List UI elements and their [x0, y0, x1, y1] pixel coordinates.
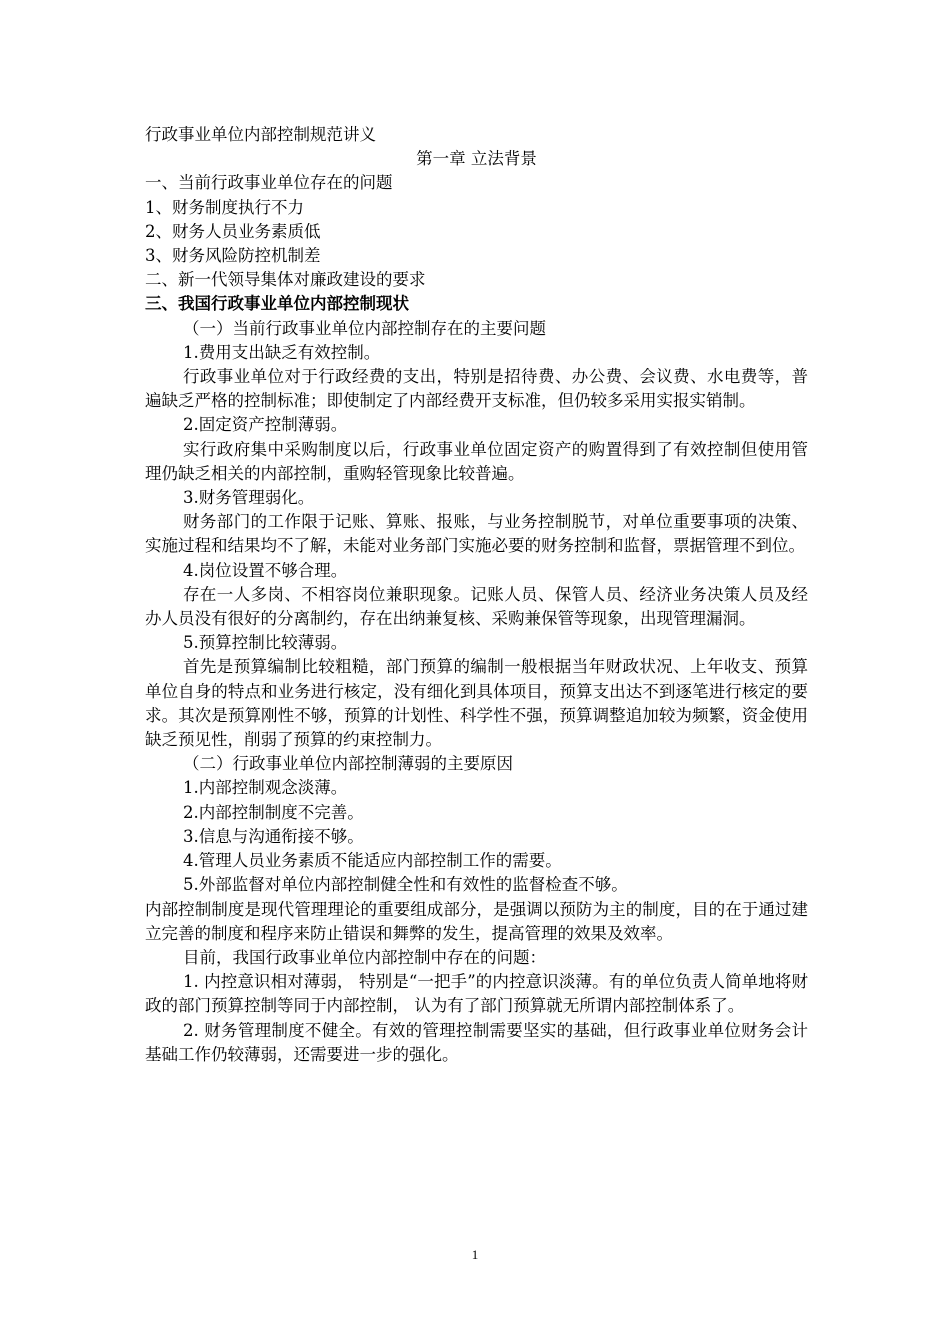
- problem-3-body: 财务部门的工作限于记账、算账、报账，与业务控制脱节，对单位重要事项的决策、实施过程和结果均不了解，未能对业务部门实施必要的财务控制和监督，票据管理不到位。: [145, 512, 808, 556]
- problem-4-body: 存在一人多岗、不相容岗位兼职现象。记账人员、保管人员、经济业务决策人员及经办人员没有很好的分离制约，存在出纳兼复核、采购兼保管等现象，出现管理漏洞。: [145, 584, 808, 629]
- reason-item: 3.信息与沟通衔接不够。: [183, 826, 364, 846]
- problem-4-title: 4.岗位设置不够合理。: [183, 560, 348, 580]
- section-1-heading: 一、当前行政事业单位存在的问题: [145, 173, 393, 193]
- subsection-1-heading: （一）当前行政事业单位内部控制存在的主要问题: [183, 318, 546, 338]
- reason-item: 2.内部控制制度不完善。: [183, 802, 364, 822]
- current-issues-intro: 目前，我国行政事业单位内部控制中存在的问题：: [183, 947, 546, 967]
- problem-3-title: 3.财务管理弱化。: [183, 488, 315, 508]
- section-1-item: 3、财务风险防控机制差: [145, 246, 321, 266]
- section-1-item: 1、财务制度执行不力: [145, 197, 304, 217]
- definition-paragraph: 内部控制制度是现代管理理论的重要组成部分，是强调以预防为主的制度，目的在于通过建立完善的制度和程序来防止错误和舞弊的发生，提高管理的效果及效率。: [145, 899, 808, 943]
- problem-2-title: 2.固定资产控制薄弱。: [183, 415, 348, 435]
- document-title: 行政事业单位内部控制规范讲义: [145, 125, 376, 144]
- section-2-heading: 二、新一代领导集体对廉政建设的要求: [145, 270, 426, 290]
- problem-1-body: 行政事业单位对于行政经费的支出，特别是招待费、办公费、会议费、水电费等，普遍缺乏严格的控制标准；即使制定了内部经费开支标准，但仍较多采用实报实销制。: [145, 367, 808, 411]
- document-body: [145, 123, 808, 1067]
- reason-item: 5.外部监督对单位内部控制健全性和有效性的监督检查不够。: [183, 875, 628, 895]
- problem-1-title: 1.费用支出缺乏有效控制。: [183, 342, 381, 362]
- current-issue-1: 1. 内控意识相对薄弱， 特别是“一把手”的内控意识淡薄。有的单位负责人简单地将财政的部门预算控制等同于内部控制， 认为有了部门预算就无所谓内部控制体系了。: [145, 972, 808, 1016]
- page-number: 1: [471, 1247, 479, 1262]
- reason-item: 1.内部控制观念淡薄。: [183, 778, 348, 798]
- subsection-2-heading: （二）行政事业单位内部控制薄弱的主要原因: [183, 754, 513, 774]
- section-3-heading: 三、我国行政事业单位内部控制现状: [145, 294, 409, 314]
- section-1-item: 2、财务人员业务素质低: [145, 221, 321, 241]
- problem-5-body: 首先是预算编制比较粗糙，部门预算的编制一般根据当年财政状况、上年收支、预算单位自身的特点和业务进行核定，没有细化到具体项目，预算支出达不到逐笔进行核定的要求。其次是预算刚性不够，预算的计划性、科学性不强，预算调整追加较为频繁，资金使用缺乏预见性，削弱了预算的约束控制力。: [145, 657, 808, 750]
- problem-5-title: 5.预算控制比较薄弱。: [183, 633, 348, 653]
- chapter-heading: 第一章 立法背景: [416, 149, 537, 169]
- reason-item: 4.管理人员业务素质不能适应内部控制工作的需要。: [183, 851, 562, 871]
- problem-2-body: 实行政府集中采购制度以后，行政事业单位固定资产的购置得到了有效控制但使用管理仍缺乏相关的内部控制，重购轻管现象比较普遍。: [145, 439, 808, 483]
- current-issue-2: 2. 财务管理制度不健全。有效的管理控制需要坚实的基础，但行政事业单位财务会计基础工作仍较薄弱，还需要进一步的强化。: [145, 1020, 808, 1064]
